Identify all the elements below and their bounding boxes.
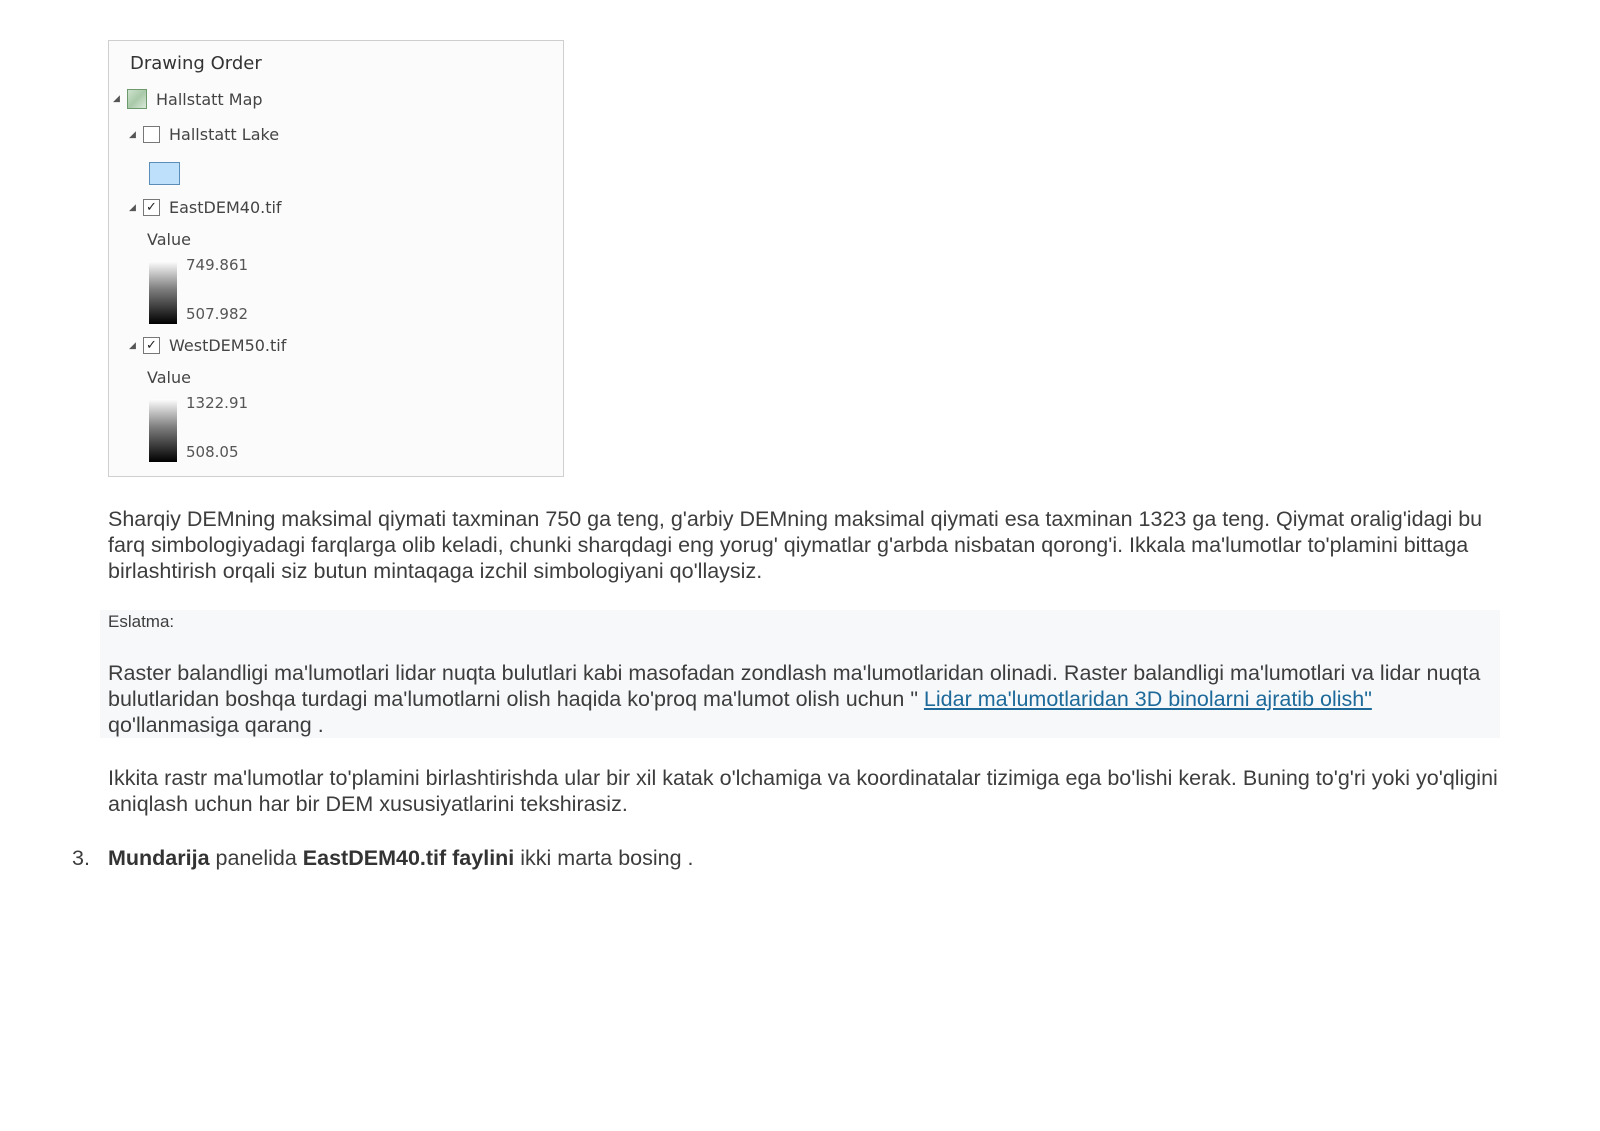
lake-symbol-swatch — [149, 162, 180, 185]
layer-row-eastdem40[interactable] — [129, 198, 282, 217]
layer-checkbox-checked[interactable]: ✓ — [143, 199, 160, 216]
ramp-max-value: 1322.91 — [186, 394, 249, 412]
layer-file-name: EastDEM40.tif faylini — [302, 846, 515, 870]
color-ramp — [149, 261, 177, 324]
paragraph-merge-requirements: Ikkita rastr ma'lumotlar to'plamini birlashtirishda ular bir xil katak o'lchamiga va koordinatalar tizimiga ega bo'lishi kerak. Buning to'g'ri yoki yo'qligini aniqlash uchun har bir DEM xususiyatlarini tekshirasiz. — [108, 766, 1498, 816]
step-number: 3. — [72, 846, 90, 870]
value-label: Value — [147, 368, 191, 387]
map-name: Hallstatt Map — [156, 89, 263, 109]
map-icon — [127, 89, 147, 109]
note-text — [108, 660, 1508, 738]
layer-checkbox[interactable] — [143, 126, 160, 143]
color-ramp — [149, 399, 177, 462]
note-label: Eslatma: — [108, 612, 175, 631]
tutorial-link[interactable]: Lidar ma'lumotlaridan 3D binolarni ajratib olish" — [923, 687, 1372, 711]
drawing-order-panel — [108, 40, 564, 477]
layer-checkbox-checked[interactable]: ✓ — [143, 337, 160, 354]
contents-pane-name: Mundarija — [108, 846, 210, 870]
step-text-end: ikki marta bosing . — [514, 846, 694, 870]
step-text: panelida — [209, 846, 303, 870]
layer-row-hallstatt-lake[interactable] — [129, 125, 279, 144]
layer-name: Hallstatt Lake — [169, 125, 280, 144]
expand-arrow-icon[interactable]: ◢ — [129, 202, 136, 213]
map-row[interactable] — [113, 89, 263, 109]
ramp-min-value: 507.982 — [186, 305, 249, 323]
layer-name: EastDEM40.tif — [169, 198, 282, 217]
expand-arrow-icon[interactable]: ◢ — [113, 94, 120, 104]
ramp-max-value: 749.861 — [186, 256, 249, 274]
note-text-end: qo'llanmasiga qarang . — [108, 713, 324, 737]
panel-title: Drawing Order — [130, 53, 262, 74]
ramp-min-value: 508.05 — [186, 443, 239, 461]
paragraph-symbology-note: Sharqiy DEMning maksimal qiymati taxminan 750 ga teng, g'arbiy DEMning maksimal qiymati esa taxminan 1323 ga teng. Qiymat oralig'idagi bu farq simbologiyadagi farqlarga olib keladi, chunki sharqdagi eng yorug' qiymatlar g'arbda nisbatan qorong'i. Ikkala ma'lumotlar to'plamini bittaga birlashtirish orqali siz butun mintaqaga izchil simbologiyani qo'llaysiz. — [108, 507, 1483, 583]
expand-arrow-icon[interactable]: ◢ — [129, 340, 136, 351]
expand-arrow-icon[interactable]: ◢ — [129, 129, 136, 140]
note-text-start: Raster balandligi ma'lumotlari lidar nuqta bulutlari kabi masofadan zondlash ma'lumotlaridan olinadi. Raster balandligi ma'lumotlari va lidar nuqta bulutlaridan boshqa turdagi ma'lumotlarni olish haqida ko'proq ma'lumot olish uchun " — [108, 661, 1481, 711]
value-label: Value — [147, 230, 191, 249]
layer-row-westdem50[interactable] — [129, 336, 286, 355]
step-3 — [72, 845, 694, 871]
layer-name: WestDEM50.tif — [169, 336, 287, 355]
